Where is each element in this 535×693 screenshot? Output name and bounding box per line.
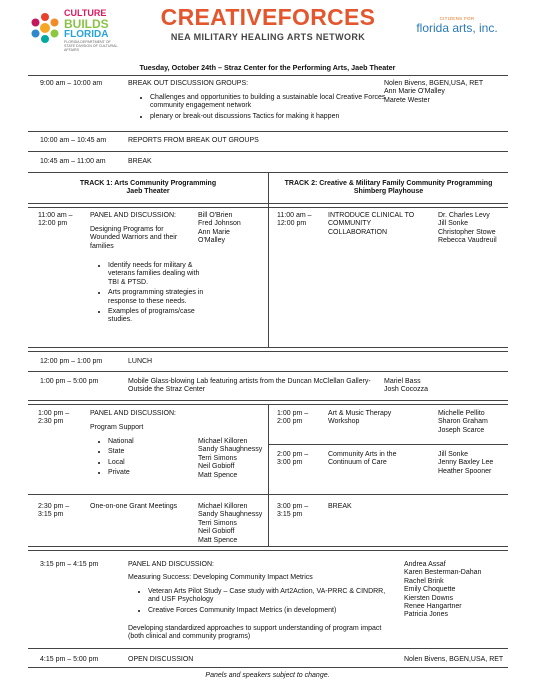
time-start: 3:00 pm – [277,503,309,510]
speakers [438,410,488,435]
speaker-name: Fred Johnson [198,220,241,228]
creative-forces-logo [160,6,376,43]
list-item: • Veteran Arts Pilot Study – Case study with Art2Action, VA-PRRC & CINDRR, and USF Psychology [148,588,398,605]
speaker-name: Sandy Shaughnessy [198,511,263,519]
florida-arts-logo [404,16,510,36]
session-subtitle: Measuring Success: Developing Community Impact Metrics [128,574,313,581]
track-2-title: TRACK 2: Creative & Military Family Community Programming [284,180,493,187]
list-item: • plenary or break-out discussions Tactics for making it happen [150,113,390,121]
logo-line-builds: BUILDS [64,17,109,31]
page-title: CREATIVEFORCES [160,4,376,30]
list-item: • Challenges and opportunities to building a sustainable local Creative Forces community engagement network [150,94,390,111]
flower-icon [28,11,62,45]
row-time [38,503,69,520]
speaker-name: O'Malley [198,237,226,245]
speaker-name: Neil Gobioff [198,463,235,471]
list-item: • National [108,438,188,446]
divider [28,550,508,551]
speaker-name: Terri Simons [198,454,237,462]
speaker-name: Sharon Graham [438,418,488,426]
time-start: 1:00 pm – [277,410,309,417]
time-end: 12:00 pm [277,220,307,228]
speaker-name: Heather Spooner [438,467,492,475]
culture-builds-florida-logo [28,7,123,55]
divider [28,75,508,76]
list-item: • Private [108,469,188,477]
logo-line-culture: CULTURE [64,8,107,18]
florida-arts-main: florida arts, inc. [416,21,498,36]
divider [28,347,508,348]
session-bullets [96,262,208,327]
speakers [438,451,493,476]
session-note: Developing standardized approaches to support understanding of program impact (both clinical and community programs) [128,625,382,641]
time-end: 12:00 pm [38,220,68,228]
speaker-name: Marete Wester [384,96,430,104]
speaker-name: Matt Spence [198,471,238,479]
row-time: 9:00 am – 10:00 am [40,80,103,87]
time-end: 3:15 pm [38,511,64,519]
divider [268,444,508,445]
speaker-name: Dr. Charles Levy [438,212,490,219]
speaker-name: Matt Spence [198,536,238,544]
row-time: 10:00 am – 10:45 am [40,137,107,144]
row-time [277,410,308,427]
footer-note: Panels and speakers subject to change. [205,672,330,679]
divider [28,351,508,352]
time-end: 3:00 pm [277,459,303,467]
time-start: 11:00 am – [277,212,312,219]
list-item: • Creative Forces Community Impact Metrics (in development) [148,607,398,615]
logo-line-florida: FLORIDA [64,29,109,40]
time-end: 2:00 pm [277,418,303,426]
row-time [277,503,308,520]
divider [28,400,508,401]
date-line: Tuesday, October 24th – Straz Center for the Performing Arts, Jaeb Theater [139,63,396,72]
row-time [277,212,312,229]
session-title: PANEL AND DISCUSSION: [90,212,176,219]
speaker-name: Bill O'Brien [198,212,233,219]
speaker-name: Josh Cocozza [384,386,428,394]
speaker-name: Andrea Assaf [404,561,446,568]
speaker-name: Nolen Bivens, BGEN,USA, RET [404,656,504,663]
session-bullets [136,588,398,617]
track-1-header [28,180,268,197]
speaker-name: Kiersten Downs [404,594,454,602]
speaker-name: Rachel Brink [404,577,444,585]
divider [28,203,508,204]
speaker-name: Emily Choquette [404,586,456,594]
florida-arts-small: CITIZENS FOR [439,16,475,21]
track-1-title: TRACK 1: Arts Community Programming [79,180,217,187]
session-title: Community Arts in the Continuum of Care [328,451,397,467]
speakers [198,503,262,545]
speaker-name: Michael Killoren [198,503,248,510]
speaker-name: Terri Simons [198,519,237,527]
session-title: One-on-one Grant Meetings [90,503,178,510]
speakers [384,80,483,105]
speakers [384,378,428,395]
speaker-name: Mariel Bass [384,378,421,385]
speakers [198,212,241,246]
session-title: BREAK OUT DISCUSSION GROUPS: [128,80,249,87]
session-title: OPEN DISCUSSION [128,656,194,663]
session-subtitle: Program Support [90,424,144,431]
list-item: • State [108,448,188,456]
track-2-venue: Shimberg Playhouse [353,188,424,196]
logo-tagline: FLORIDA DEPARTMENT OF STATE DIVISION OF CULTURAL AFFAIRS [64,40,118,52]
speakers [404,561,481,620]
row-time [38,212,73,229]
row-time: 4:15 pm – 5:00 pm [40,656,99,663]
speaker-name: Neil Gobioff [198,528,235,536]
speaker-name: Karen Besterman-Dahan [404,569,482,577]
divider [28,371,508,372]
row-time [38,410,69,427]
row-time: 3:15 pm – 4:15 pm [40,561,99,568]
session-title: LUNCH [128,358,153,365]
row-time: 1:00 pm – 5:00 pm [40,378,99,385]
speaker-name: Jill Sonke [438,220,468,228]
page-subtitle: NEA MILITARY HEALING ARTS NETWORK [170,32,366,42]
track-2-header [269,180,508,197]
speakers [198,438,262,480]
session-title: BREAK [328,503,352,510]
time-start: 2:30 pm – [38,503,70,510]
speaker-name: Ann Marie O'Malley [384,88,445,96]
speaker-name: Patricia Jones [404,611,448,619]
divider [28,648,508,649]
row-time [277,451,308,468]
speaker-name: Ann Marie [198,228,230,236]
row-time: 12:00 pm – 1:00 pm [40,358,103,365]
time-start: 11:00 am – [38,212,73,219]
time-start: 2:00 pm – [277,451,309,458]
session-title: BREAK [128,158,152,165]
speaker-name: Sandy Shaughnessy [198,446,263,454]
time-start: 1:00 pm – [38,410,70,417]
column-divider [268,404,269,546]
speaker-name: Joseph Scarce [438,426,485,434]
speaker-name: Michael Killoren [198,438,248,445]
list-item: • Local [108,459,188,467]
list-item: • Identify needs for military & veterans families dealing with TBI & PTSD. [108,262,208,287]
time-end: 2:30 pm [38,418,64,426]
divider [28,494,508,495]
session-bullets [138,94,390,123]
list-item: • Arts programming strategies in response to these needs. [108,289,208,306]
time-end: 3:15 pm [277,511,303,519]
speaker-name: Christopher Stowe [438,228,496,236]
speaker-name: Jenny Baxley Lee [438,459,494,467]
speaker-name: Renee Hangartner [404,602,462,610]
speaker-name: Rebecca Vaudreuil [438,237,497,245]
session-title: PANEL AND DISCUSSION: [128,561,214,568]
session-subtitle: Designing Programs for Wounded Warriors and their families [90,226,178,250]
session-title: Art & Music Therapy Workshop [328,410,392,426]
session-bullets [96,438,188,480]
list-item: • Examples of programs/case studies. [108,308,208,325]
divider [28,546,508,547]
divider [28,151,508,152]
speaker-name: Nolen Bivens, BGEN,USA, RET [384,80,484,87]
session-title: REPORTS FROM BREAK OUT GROUPS [128,137,259,144]
divider [28,131,508,132]
session-title: Mobile Glass-blowing Lab featuring artists from the Duncan McClellan Gallery- Outside the Straz Center [128,378,371,394]
speaker-name: Michelle Pellito [438,410,485,417]
divider [28,667,508,668]
session-title: INTRODUCE CLINICAL TO COMMUNITY COLLABORATION [328,212,415,236]
row-time: 10:45 am – 11:00 am [40,158,106,165]
speaker-name: Jill Sonke [438,451,468,458]
column-divider [268,207,269,347]
session-title: PANEL AND DISCUSSION: [90,410,176,417]
speakers [438,212,497,246]
track-1-venue: Jaeb Theater [126,188,170,196]
